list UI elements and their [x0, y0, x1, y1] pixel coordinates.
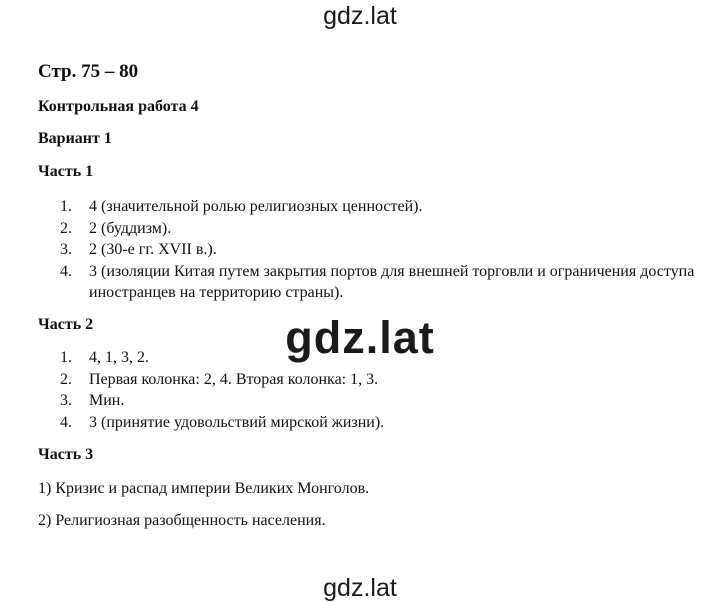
item-text: 2 (буддизм).: [89, 219, 172, 237]
part1-heading: Часть 1: [38, 163, 94, 180]
list-item: [60, 390, 560, 412]
item-text: 3 (принятие удовольствий мирской жизни).: [89, 413, 385, 431]
item-text: Первая колонка: 2, 4. Вторая колонка: 1, 3.: [89, 370, 379, 388]
item-number: 1.: [60, 349, 72, 366]
watermark-top: gdz.lat: [323, 2, 397, 30]
item-number: 4.: [60, 413, 72, 431]
list-item: [60, 412, 560, 434]
item-text: 4 (значительной ролью религиозных ценностей).: [89, 198, 423, 215]
list-item: [60, 369, 560, 391]
watermark-middle: gdz.lat: [285, 312, 435, 363]
part3-answer-2: 2) Религиозная разобщенность населения.: [38, 512, 326, 529]
item-number: 3.: [60, 241, 72, 258]
item-number: 3.: [60, 392, 72, 409]
part2-heading: Часть 2: [38, 316, 94, 333]
part3-heading: Часть 3: [38, 446, 94, 463]
item-text: 4, 1, 3, 2.: [89, 349, 149, 366]
list-item: [60, 261, 700, 304]
item-number: 2.: [60, 370, 72, 388]
item-text: Мин.: [89, 392, 125, 409]
item-number: 2.: [60, 219, 72, 237]
item-text: 3 (изоляции Китая путем закрытия портов для внешней торговли и ограничения доступа иностранцев на территорию страны).: [89, 262, 695, 301]
part1-answer-list: [60, 196, 700, 304]
watermark-bottom: gdz.lat: [323, 574, 397, 602]
item-number: 4.: [60, 262, 72, 280]
list-item: [60, 218, 700, 240]
page-reference: Стр. 75 – 80: [38, 61, 139, 82]
part3-answer-1: 1) Кризис и распад империи Великих Монголов.: [38, 480, 370, 497]
variant-heading: Вариант 1: [38, 130, 112, 147]
item-text: 2 (30-е гг. XVII в.).: [89, 241, 217, 258]
item-number: 1.: [60, 198, 72, 215]
list-item: [60, 239, 700, 261]
work-title: Контрольная работа 4: [38, 98, 199, 115]
list-item: [60, 196, 700, 218]
